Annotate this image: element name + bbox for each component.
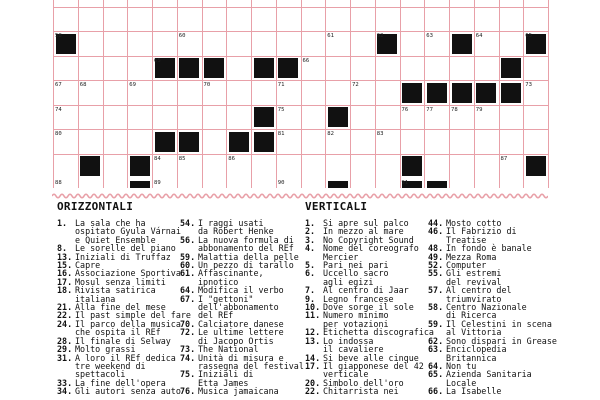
clue-number: 70. xyxy=(180,318,196,329)
clue-text: Affascinante, ipnotico xyxy=(198,268,264,287)
grid-line xyxy=(53,129,548,130)
cell-number: 84 xyxy=(154,155,161,162)
grid-line xyxy=(53,31,548,32)
cell-number: 69 xyxy=(129,82,136,88)
clue-item xyxy=(305,337,425,354)
grid-line xyxy=(350,0,351,188)
clue-text: Il parco della musica che ospita il REf xyxy=(75,318,181,338)
grid-line xyxy=(499,0,500,188)
clue-text: Chitarrista nei xyxy=(323,386,399,397)
clue-number: 20. xyxy=(305,377,321,388)
clue-text: Pari nei pari xyxy=(323,260,389,271)
black-cell xyxy=(501,83,521,103)
grid-line xyxy=(53,80,548,81)
clue-text: Computer xyxy=(446,260,487,271)
clue-text: Etichetta discografica xyxy=(323,327,434,338)
black-cell xyxy=(80,156,100,176)
clue-text: Rivista satirica italiana xyxy=(75,285,156,304)
clue-number: 65. xyxy=(428,369,444,380)
grid-line xyxy=(474,0,475,188)
cell-number: 79 xyxy=(475,106,483,113)
cell-number: 87 xyxy=(500,155,508,162)
clue-number: 66. xyxy=(428,386,444,397)
clue-text: Malattia della pelle xyxy=(198,251,299,262)
clue-number: 59. xyxy=(428,318,444,329)
clue-number: 64. xyxy=(180,285,196,296)
cell-number: 82 xyxy=(327,131,334,137)
clue-number: 12. xyxy=(305,327,321,338)
cell-number: 86 xyxy=(228,155,235,162)
grid-line xyxy=(152,0,153,188)
clue-text: Azienda Sanitaria Locale xyxy=(446,369,532,388)
clue-text: Mosto cotto xyxy=(446,218,502,228)
clue-text: Al centro del triumvirato xyxy=(446,285,512,304)
clue-text: La Isabelle xyxy=(446,386,502,397)
clue-text: Uccello sacro agli egizi xyxy=(323,268,389,287)
black-cell xyxy=(179,58,199,78)
cell-number: 63 xyxy=(426,33,433,39)
clue-item xyxy=(428,370,548,387)
clue-item xyxy=(428,318,552,338)
grid-line xyxy=(301,0,302,188)
grid-line xyxy=(523,0,524,188)
clue-item xyxy=(428,286,548,303)
clue-number: 58. xyxy=(428,302,444,313)
clue-number: 11. xyxy=(305,310,321,321)
clue-number: 10. xyxy=(305,302,321,313)
cell-number: 85 xyxy=(178,155,186,162)
grid-line xyxy=(375,0,376,188)
clue-number: 2. xyxy=(305,226,316,237)
clue-item xyxy=(180,219,300,236)
verticali-column-2 xyxy=(428,218,557,397)
cell-number: 64 xyxy=(475,33,483,39)
cell-number: 58 xyxy=(55,33,62,39)
black-cell xyxy=(452,34,472,54)
wavy-divider xyxy=(52,192,548,200)
black-cell xyxy=(155,132,175,152)
black-cell xyxy=(254,107,274,127)
cell-number: 62 xyxy=(376,33,384,39)
clue-number: 63. xyxy=(428,344,444,355)
black-cell xyxy=(427,181,447,189)
grid-line xyxy=(78,0,79,188)
clue-number: 14. xyxy=(305,352,321,363)
clue-item xyxy=(428,345,548,362)
clue-item xyxy=(428,227,548,244)
black-cell xyxy=(254,132,274,152)
clue-number: 62. xyxy=(428,335,444,346)
clue-number: 46. xyxy=(428,226,444,237)
clue-number: 61. xyxy=(180,268,196,279)
clue-text: The National xyxy=(198,344,259,355)
cell-number: 65 xyxy=(525,33,532,39)
clue-number: 74. xyxy=(180,352,196,363)
clue-number: 17. xyxy=(57,276,73,287)
cell-number: 88 xyxy=(55,180,62,186)
clue-text: Calciatore danese xyxy=(198,318,284,329)
clue-number: 7. xyxy=(305,285,316,296)
clue-item xyxy=(180,352,304,371)
grid-line xyxy=(424,0,425,188)
clue-text: Al centro di Jaar xyxy=(323,285,409,296)
clue-text: La fine dell'opera xyxy=(75,377,166,388)
verticali-column-1 xyxy=(305,218,434,397)
cell-number: 74 xyxy=(55,106,62,113)
cell-number: 75 xyxy=(277,106,285,113)
clue-text: Lo indossa il cavaliere xyxy=(323,335,384,355)
black-cell xyxy=(476,83,496,103)
cell-number: 65 xyxy=(154,57,161,64)
clue-number: 54. xyxy=(180,218,196,228)
cell-number: 80 xyxy=(55,131,62,137)
clue-text: I raggi usati da Robert Henke xyxy=(198,218,274,237)
orizzontali-column-2 xyxy=(180,218,304,397)
clue-item xyxy=(305,244,425,261)
clue-number: 22. xyxy=(305,386,321,397)
grid-line xyxy=(53,105,548,106)
clue-number: 17. xyxy=(305,360,321,371)
black-cell xyxy=(402,156,422,176)
clue-text: Numero minimo per votazioni xyxy=(323,310,389,329)
clue-item xyxy=(180,328,300,345)
clue-text: Il Celestini in scena al Vittoria xyxy=(446,318,552,338)
clue-text: Le sorelle del piano xyxy=(75,243,176,254)
clue-item xyxy=(305,387,425,395)
cell-number: 83 xyxy=(376,131,384,137)
cell-number: 67 xyxy=(55,82,62,88)
clue-number: 1. xyxy=(57,218,68,228)
black-cell xyxy=(204,58,224,78)
orizzontali-heading: ORIZZONTALI xyxy=(57,200,134,213)
black-cell xyxy=(130,156,150,176)
clue-item xyxy=(428,387,548,395)
clue-text: Modifica il verbo xyxy=(198,285,284,296)
cell-number: 73 xyxy=(525,82,532,88)
cell-number: 68 xyxy=(79,82,87,88)
clue-text: Capre xyxy=(75,260,101,271)
clue-item xyxy=(57,286,175,303)
black-cell xyxy=(427,83,447,103)
clue-item xyxy=(180,387,300,395)
cell-number: 61 xyxy=(327,33,334,39)
clue-number: 60. xyxy=(180,260,196,271)
clue-number: 6. xyxy=(305,268,316,279)
grid-line xyxy=(202,0,203,188)
clue-number: 4. xyxy=(305,243,316,254)
clue-text: Enciclopedia Britannica xyxy=(446,344,507,363)
black-cell xyxy=(254,58,274,78)
clue-item xyxy=(180,236,300,253)
clue-number: 16. xyxy=(57,268,73,279)
clue-text: Musica jamaicana xyxy=(198,386,279,397)
verticali-heading: VERTICALI xyxy=(305,200,368,213)
grid-line xyxy=(548,0,549,188)
cell-number: 71 xyxy=(277,82,285,88)
black-cell xyxy=(526,156,546,176)
cell-number: 66 xyxy=(302,57,310,64)
grid-line xyxy=(53,0,54,188)
clue-number: 18. xyxy=(57,285,73,296)
clue-number: 28. xyxy=(57,335,73,346)
clue-text: Il Fabrizio di Treatise xyxy=(446,226,517,245)
cell-number: 70 xyxy=(203,82,211,88)
cell-number: 78 xyxy=(451,106,458,113)
clue-text: Dove sorge il sole xyxy=(323,302,414,313)
clue-item xyxy=(180,370,300,387)
clue-text: I "gettoni" dell'abbonamento del REf xyxy=(198,293,279,321)
clue-text: Il giapponese del 42 verticale xyxy=(323,360,424,380)
grid-line xyxy=(226,0,227,188)
clue-text: Il past simple del fare xyxy=(75,310,191,321)
clue-number: 3. xyxy=(305,234,316,245)
clue-text: Molto grassi xyxy=(75,344,136,355)
clue-number: 59. xyxy=(180,251,196,262)
grid-line xyxy=(127,0,128,188)
clue-number: 67. xyxy=(180,293,196,304)
clue-number: 33. xyxy=(57,377,73,388)
clue-number: 56. xyxy=(180,234,196,245)
clue-number: 48. xyxy=(428,243,444,254)
clue-text: Associazione Sportiva xyxy=(75,268,181,279)
black-cell xyxy=(402,83,422,103)
cell-number: 91 xyxy=(401,180,409,186)
grid-line xyxy=(325,0,326,188)
grid-line xyxy=(276,0,277,188)
clue-text: In mezzo al mare xyxy=(323,226,404,237)
crossword-grid xyxy=(0,0,600,188)
clue-text: Gli estremi del revival xyxy=(446,268,502,287)
grid-line xyxy=(53,7,548,8)
cell-number: 76 xyxy=(401,106,409,113)
grid-line xyxy=(251,0,252,188)
black-cell xyxy=(452,83,472,103)
grid-line xyxy=(177,0,178,188)
cell-number: 89 xyxy=(154,180,161,186)
grid-line xyxy=(449,0,450,188)
clue-number: 22. xyxy=(57,310,73,321)
clue-number: 73. xyxy=(180,344,196,355)
grid-line xyxy=(53,154,548,155)
clue-number: 5. xyxy=(305,260,316,271)
clue-number: 8. xyxy=(57,243,68,254)
clue-text: La nuova formula di abbonamento del REf xyxy=(198,234,294,254)
clue-text: Mezza Roma xyxy=(446,251,497,262)
clue-text: Gli autori senza auto xyxy=(75,386,181,397)
cell-number: 90 xyxy=(277,180,285,186)
clue-text: Le ultime lettere di Jacopo Ortis xyxy=(198,327,284,346)
clue-number: 9. xyxy=(305,293,316,304)
clue-text: Un pezzo di tarallo xyxy=(198,260,294,271)
clue-item xyxy=(57,354,175,379)
clue-text: Centro Nazionale di Ricerca xyxy=(446,302,527,321)
clue-number: 31. xyxy=(57,352,73,363)
clue-number: 52. xyxy=(428,260,444,271)
clue-item xyxy=(305,269,425,286)
black-cell xyxy=(501,58,521,78)
clue-text: Iniziali di Etta James xyxy=(198,369,254,388)
grid-line xyxy=(400,0,401,188)
clue-text: Non tu xyxy=(446,360,477,371)
clue-number: 49. xyxy=(428,251,444,262)
clue-number: 64. xyxy=(428,360,444,371)
clue-number: 75. xyxy=(180,369,196,380)
clue-text: Sono dispari in Grease xyxy=(446,335,557,346)
clue-text: Unità di misura e rassegna del festival xyxy=(198,352,304,371)
clue-number: 15. xyxy=(57,260,73,271)
cell-number: 60 xyxy=(178,33,186,39)
clue-number: 55. xyxy=(428,268,444,279)
clue-item xyxy=(428,269,548,286)
cell-number: 77 xyxy=(426,106,433,113)
clue-item xyxy=(57,218,181,245)
black-cell xyxy=(328,181,348,189)
clue-text: Simbolo dell'oro xyxy=(323,377,404,388)
black-cell xyxy=(130,181,150,189)
clue-number: 24. xyxy=(57,318,73,329)
clue-number: 72. xyxy=(180,327,196,338)
cell-number: 72 xyxy=(352,82,359,88)
clue-number: 13. xyxy=(305,335,321,346)
clue-number: 21. xyxy=(57,302,73,313)
clue-number: 34. xyxy=(57,386,73,397)
clue-text: Mosul senza limiti xyxy=(75,276,166,287)
clue-text: Alla fine del mese xyxy=(75,302,166,313)
clue-text: Iniziali di Truffaz xyxy=(75,251,171,262)
clue-number: 76. xyxy=(180,386,196,397)
clue-item xyxy=(305,311,425,328)
clue-text: A loro il REf dedica tre weekend di spettacoli xyxy=(75,352,176,380)
clue-text: Legno francese xyxy=(323,293,394,304)
cell-number: 81 xyxy=(277,131,285,137)
black-cell xyxy=(278,58,298,78)
black-cell xyxy=(179,132,199,152)
clue-item xyxy=(180,295,300,320)
clue-number: 13. xyxy=(57,251,73,262)
clue-text: Si beve alle cinque xyxy=(323,352,419,363)
clue-text: Si apre sul palco xyxy=(323,218,409,228)
clue-text: No Copyright Sound xyxy=(323,234,414,245)
clue-number: 44. xyxy=(428,218,444,228)
clue-text: In fondo è banale xyxy=(446,243,532,254)
black-cell xyxy=(229,132,249,152)
grid-line xyxy=(103,0,104,188)
clue-text: Nome del coreografo Mercier xyxy=(323,243,419,262)
clue-item xyxy=(305,362,425,379)
clue-number: 1. xyxy=(305,218,316,228)
clue-item xyxy=(57,318,181,338)
black-cell xyxy=(328,107,348,127)
clue-number: 29. xyxy=(57,344,73,355)
grid-line xyxy=(53,56,548,57)
clue-item xyxy=(57,386,181,397)
clue-item xyxy=(180,269,300,286)
clue-text: Il finale di Selway xyxy=(75,335,171,346)
clue-item xyxy=(428,303,548,320)
clue-number: 57. xyxy=(428,285,444,296)
clue-text: La sala che ha ospitato Gyula Várnai e Quiet Ensemble xyxy=(75,218,181,245)
